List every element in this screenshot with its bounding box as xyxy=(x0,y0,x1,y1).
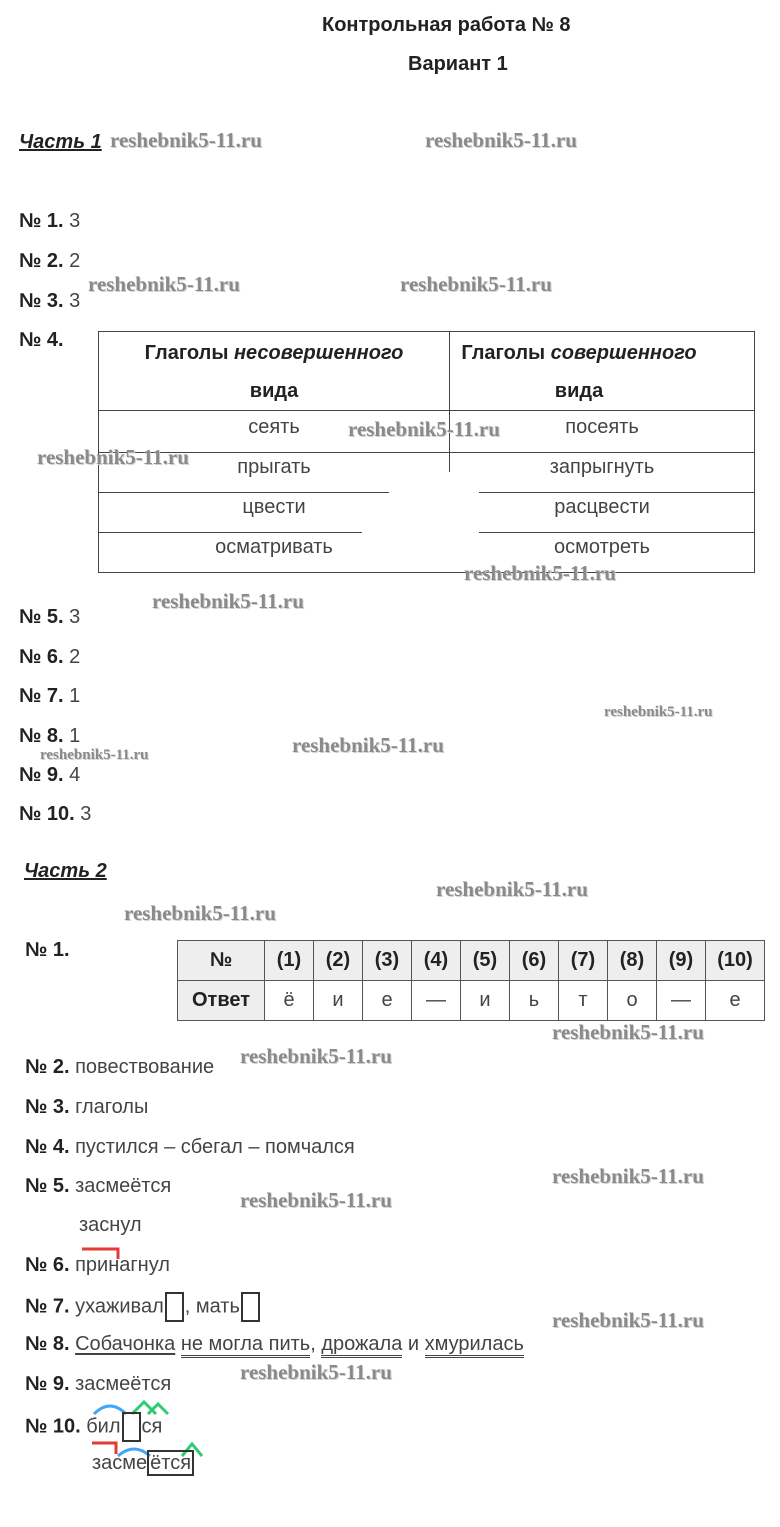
watermark: reshebnik5-11.ru xyxy=(88,272,240,296)
list-item: № 3. 3 xyxy=(19,290,81,312)
list-item-continuation: засме ётся xyxy=(92,1452,194,1475)
watermark: reshebnik5-11.ru xyxy=(400,272,552,296)
list-item: № 9. засмеётся xyxy=(25,1373,172,1395)
list-item: № 5. 3 xyxy=(19,606,81,628)
predicate: хмурилась xyxy=(425,1333,524,1358)
watermark: reshebnik5-11.ru xyxy=(110,128,262,152)
table-cell: (2) xyxy=(314,941,363,981)
list-item: № 7. ухаживал , мать xyxy=(25,1292,261,1322)
table-row xyxy=(178,981,765,1021)
list-item: № 4. xyxy=(19,329,64,351)
predicate: дрожала xyxy=(321,1333,402,1358)
table-cell: цвести xyxy=(242,496,306,518)
variant-title: Вариант 1 xyxy=(408,53,508,75)
table-cell: расцвести xyxy=(554,496,650,518)
watermark: reshebnik5-11.ru xyxy=(348,417,500,441)
part2-heading: Часть 2 xyxy=(24,860,107,882)
table-cell: — xyxy=(657,981,706,1021)
list-item: № 6. принагнул xyxy=(25,1254,170,1276)
table-cell: осматривать xyxy=(215,536,333,558)
table-cell: т xyxy=(559,981,608,1021)
list-item: № 3. глаголы xyxy=(25,1096,149,1118)
table-cell: и xyxy=(461,981,510,1021)
table-cell: осмотреть xyxy=(554,536,650,558)
table-cell: (7) xyxy=(559,941,608,981)
list-item: № 10. бил ся xyxy=(25,1412,162,1442)
table-cell: е xyxy=(363,981,412,1021)
list-item: № 2. 2 xyxy=(19,250,81,272)
list-item: № 1. xyxy=(25,939,70,961)
watermark: reshebnik5-11.ru xyxy=(240,1044,392,1068)
watermark: reshebnik5-11.ru xyxy=(436,877,588,901)
watermark: reshebnik5-11.ru xyxy=(425,128,577,152)
part1-heading: Часть 1 xyxy=(19,131,102,153)
list-item: № 4. пустился – сбегал – помчался xyxy=(25,1136,355,1158)
watermark: reshebnik5-11.ru xyxy=(464,561,616,585)
answer-table xyxy=(177,940,765,1021)
watermark: reshebnik5-11.ru xyxy=(552,1308,704,1332)
table-cell: сеять xyxy=(248,416,300,438)
watermark: reshebnik5-11.ru xyxy=(292,733,444,757)
list-item: № 7. 1 xyxy=(19,685,81,707)
list-item: № 8. 1 xyxy=(19,725,81,747)
table-cell: е xyxy=(706,981,765,1021)
table-cell: (3) xyxy=(363,941,412,981)
list-item: № 10. 3 xyxy=(19,803,92,825)
table-cell: (9) xyxy=(657,941,706,981)
watermark: reshebnik5-11.ru xyxy=(552,1164,704,1188)
ending-box-icon xyxy=(241,1292,260,1322)
table-cell: (8) xyxy=(608,941,657,981)
list-item: № 9. 4 xyxy=(19,764,81,786)
watermark: reshebnik5-11.ru xyxy=(124,901,276,925)
table-cell: прыгать xyxy=(237,456,311,478)
watermark: reshebnik5-11.ru xyxy=(604,704,713,720)
table-cell: (6) xyxy=(510,941,559,981)
table-cell: и xyxy=(314,981,363,1021)
subject: Собачонка xyxy=(75,1333,176,1355)
list-item: № 6. 2 xyxy=(19,646,81,668)
table-header-imperfective: Глаголы несовершенного вида xyxy=(144,342,404,402)
watermark: reshebnik5-11.ru xyxy=(40,747,149,763)
watermark: reshebnik5-11.ru xyxy=(37,445,189,469)
watermark: reshebnik5-11.ru xyxy=(240,1360,392,1384)
page-title: Контрольная работа № 8 xyxy=(322,14,571,36)
table-cell: о xyxy=(608,981,657,1021)
watermark: reshebnik5-11.ru xyxy=(552,1020,704,1044)
watermark: reshebnik5-11.ru xyxy=(240,1188,392,1212)
ending-box-icon xyxy=(165,1292,184,1322)
table-cell: № xyxy=(178,941,265,981)
watermark: reshebnik5-11.ru xyxy=(152,589,304,613)
table-cell: ь xyxy=(510,981,559,1021)
table-cell: (5) xyxy=(461,941,510,981)
table-cell: (4) xyxy=(412,941,461,981)
table-cell: (10) xyxy=(706,941,765,981)
list-item: № 5. засмеётся xyxy=(25,1175,172,1197)
table-header-perfective: Глаголы совершенного вида xyxy=(461,342,697,402)
table-cell: (1) xyxy=(265,941,314,981)
table-cell: запрыгнуть xyxy=(549,456,655,478)
table-cell: ё xyxy=(265,981,314,1021)
predicate: не могла пить xyxy=(181,1333,310,1358)
list-item: № 2. повествование xyxy=(25,1056,215,1078)
list-item-continuation: заснул xyxy=(79,1214,142,1236)
list-item: № 1. 3 xyxy=(19,210,81,232)
verb-aspect-table xyxy=(98,331,755,573)
table-row xyxy=(178,941,765,981)
table-cell: Ответ xyxy=(178,981,265,1021)
list-item: № 8. Собачонка не могла пить, дрожала и хмурилась xyxy=(25,1333,524,1356)
ending-box-icon xyxy=(122,1412,141,1442)
table-cell: посеять xyxy=(565,416,639,438)
table-cell: — xyxy=(412,981,461,1021)
